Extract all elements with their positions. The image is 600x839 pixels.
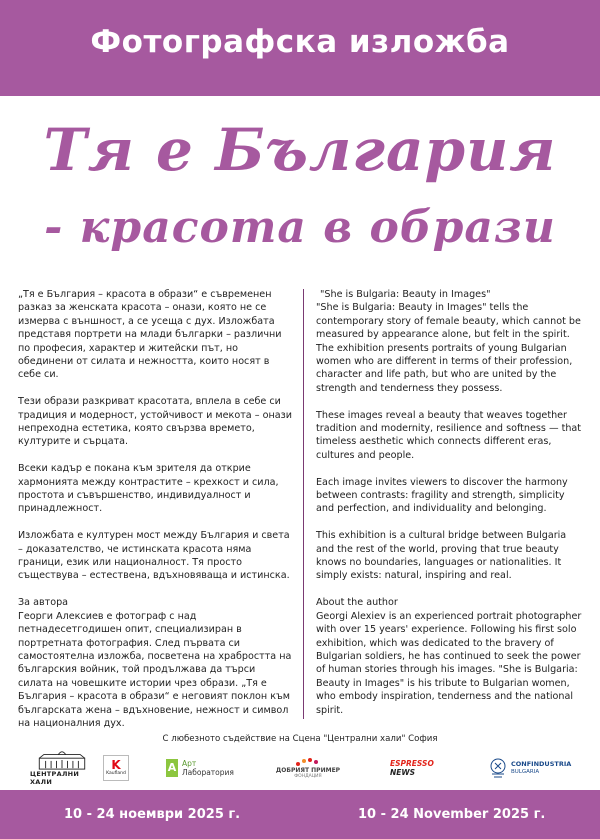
date-english: 10 - 24 November 2025 г. xyxy=(358,807,546,822)
confindustria-emblem-icon xyxy=(488,756,508,780)
en-title-line: "She is Bulgaria: Beauty in Images" xyxy=(320,289,491,300)
en-paragraph-3: Each image invites viewers to discover the harmony between contrasts: fragility and strength, simplicity and perfection, and individuality and belonging. xyxy=(316,476,568,515)
confindustria-logo xyxy=(488,750,576,786)
exhibition-subtitle: - красота в образи xyxy=(44,202,556,253)
page-title: Фотографска изложба xyxy=(90,24,510,60)
central-halls-label: ЦЕНТРАЛНИ ХАЛИ xyxy=(30,770,80,786)
dobriyat-label-1: ДОБРИЯТ ПРИМЕР xyxy=(275,767,341,774)
sponsor-logos xyxy=(0,750,600,786)
bg-paragraph-4: Изложбата е културен мост между България и света – доказателство, че истинската красота няма граници, език или националност. Тя просто съществува – естествена, вдъхновяваща и истинска. xyxy=(18,530,290,582)
en-paragraph-2: These images reveal a beauty that weaves together tradition and modernity, resilience and softness — that timeless aesthetic which connects different eras, cultures and people. xyxy=(316,409,582,461)
en-paragraph-1: "She is Bulgaria: Beauty in Images" tells the contemporary story of female beauty, which cannot be measured by appearance alone, but felt in the spirit. The exhibition presents portraits of young Bulgarian women who are different in terms of their profession, character and life path, but who are united by the strength and tenderness they possess. xyxy=(316,302,581,394)
en-about-text: Georgi Alexiev is an experienced portrait photographer with over 15 years' experience. Following his first solo exhibition, which was dedicated to the bravery of Bulgarian soldiers, he has continued to seek the power of human stories through his images. "She is Bulgaria: Beauty in Images" is his tribute to Bulgarian women, who embody inspiration, tenderness and the national spirit. xyxy=(316,610,582,716)
kaufland-logo xyxy=(101,750,131,786)
bulgarian-column xyxy=(18,288,293,744)
dobriyat-label-2: ФОНДАЦИЯ xyxy=(294,774,322,779)
espresso-label-2: NEWS xyxy=(390,768,416,777)
column-divider xyxy=(303,289,304,719)
en-paragraph-4: This exhibition is a cultural bridge between Bulgaria and the rest of the world, proving that true beauty knows no boundaries, languages or nationalities. It simply exists: natural, inspiring and real. xyxy=(316,530,567,582)
kaufland-label: Kaufland xyxy=(106,771,126,776)
support-credit: С любезното съдействие на Сцена "Централни хали" София xyxy=(162,734,438,744)
en-about-heading: About the author xyxy=(316,597,398,609)
confindustria-label-1: CONFINDUSTRIA xyxy=(511,760,572,768)
bg-about-text: Георги Алексиев е фотограф с над петнадесетгодишен опит, специализиран в портретната фотография. След първата си самостоятелна изложба, посветена на храбростта на българския войник, той продължава да търси силата на човешките истории чрез образи. „Тя е България – красота в образи“ е неговият поклон към българската жена – вдъхновение, нежност и символ на националния дух. xyxy=(18,610,292,729)
art-lab-logo xyxy=(166,750,246,786)
bg-paragraph-2: Тези образи разкриват красотата, вплела в себе си традиция и модерност, устойчивост и мекота – онази непреходна естетика, която свързва времето, културите и сърцата. xyxy=(18,396,292,448)
english-column xyxy=(316,288,584,730)
exhibition-title: Тя е България xyxy=(43,116,557,184)
espresso-label-1: ESPRESSO xyxy=(390,759,434,768)
central-halls-logo xyxy=(30,750,94,786)
kaufland-k-icon: K xyxy=(111,758,121,772)
confindustria-label-2: BULGARIA xyxy=(511,769,540,775)
bg-about-heading: За автора xyxy=(18,597,69,609)
art-lab-a-icon: A xyxy=(166,759,178,777)
central-halls-building-icon xyxy=(34,750,90,770)
espresso-news-logo xyxy=(390,750,436,786)
art-lab-label-2: Лаборатория xyxy=(182,768,234,777)
dobriyat-dots-icon xyxy=(294,757,322,767)
bg-paragraph-1: „Тя е България – красота в образи“ е съвременен разказ за женската красота – онази, която не се измерва с външност, а се усеща с дух. Изложбата представя портрети на млади българки – различни по професия, характер и житейски път, но обединени от силата и нежността, които носят в себе си. xyxy=(18,289,282,381)
dobriyat-primer-logo xyxy=(273,750,343,786)
art-lab-label-1: Арт xyxy=(182,759,197,768)
date-bulgarian: 10 - 24 ноември 2025 г. xyxy=(64,807,241,822)
bg-paragraph-3: Всеки кадър е покана към зрителя да открие хармонията между контрастите – крехкост и сила, простота и съвършенство, индивидуалност и принадлежност. xyxy=(18,463,279,515)
